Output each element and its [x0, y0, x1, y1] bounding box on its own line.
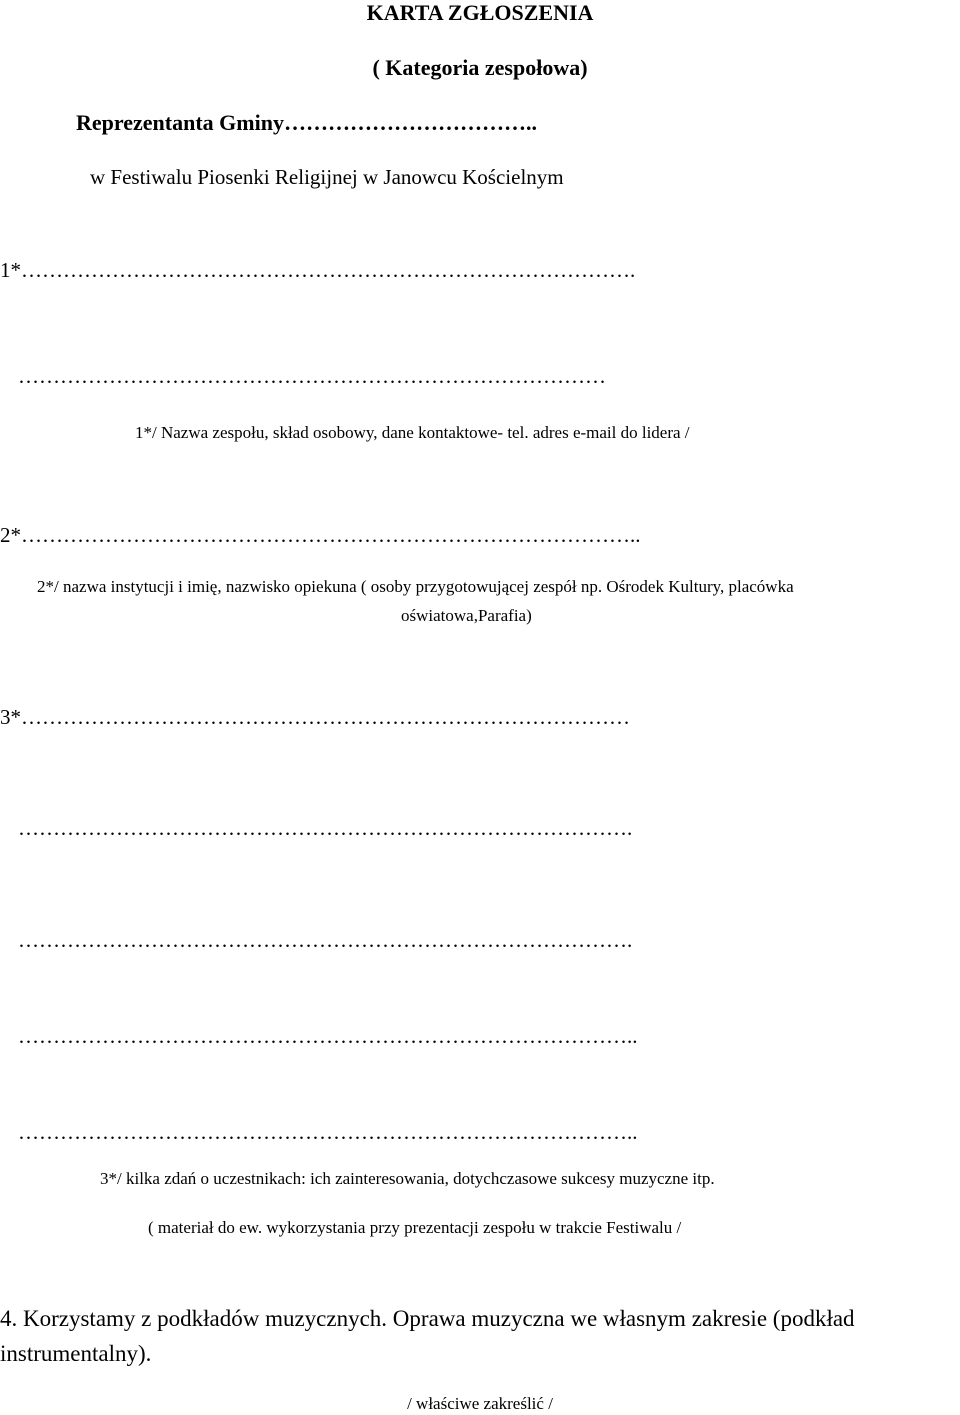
field-2-note-line2: oświatowa,Parafia) [401, 606, 532, 625]
field-3-note-line1: 3*/ kilka zdań o uczestnikach: ich zainteresowania, dotychczasowe sukcesy muzyczne itp. [100, 1169, 715, 1188]
field-1-line-continued[interactable]: ………………………………………………………………………… [18, 364, 606, 388]
field-3-line-5[interactable]: …………………………………………………………………………….. [18, 1120, 638, 1144]
representative-line: Reprezentanta Gminy…………………………….. [76, 110, 537, 135]
field-2-line[interactable]: 2*…………………………………………………………………………….. [0, 523, 641, 547]
field-3-line[interactable]: 3*…………………………………………………………………………… [0, 705, 630, 729]
field-2-note-line1: 2*/ nazwa instytucji i imię, nazwisko opiekuna ( osoby przygotowującej zespół np. Ośrodek Kultury, placówka [37, 577, 794, 596]
field-3-line-4[interactable]: …………………………………………………………………………….. [18, 1024, 638, 1048]
field-3-line-2[interactable]: ……………………………………………………………………………. [18, 816, 633, 840]
field-1-note: 1*/ Nazwa zespołu, skład osobowy, dane kontaktowe- tel. adres e-mail do lidera / [135, 423, 690, 442]
field-3-note-line2: ( materiał do ew. wykorzystania przy prezentacji zespołu w trakcie Festiwalu / [148, 1218, 682, 1237]
section-4-line1: 4. Korzystamy z podkładów muzycznych. Oprawa muzyczna we własnym zakresie (podkład [0, 1306, 855, 1331]
category-label: ( Kategoria zespołowa) [372, 55, 588, 80]
field-1-line[interactable]: 1*……………………………………………………………………………. [0, 258, 636, 282]
section-4-line2: instrumentalny). [0, 1341, 152, 1366]
field-3-line-3[interactable]: ……………………………………………………………………………. [18, 928, 633, 952]
section-4-note: / właściwe zakreślić / [407, 1394, 553, 1413]
festival-line: w Festiwalu Piosenki Religijnej w Janowcu Kościelnym [90, 165, 564, 189]
form-title: KARTA ZGŁOSZENIA [366, 0, 594, 25]
